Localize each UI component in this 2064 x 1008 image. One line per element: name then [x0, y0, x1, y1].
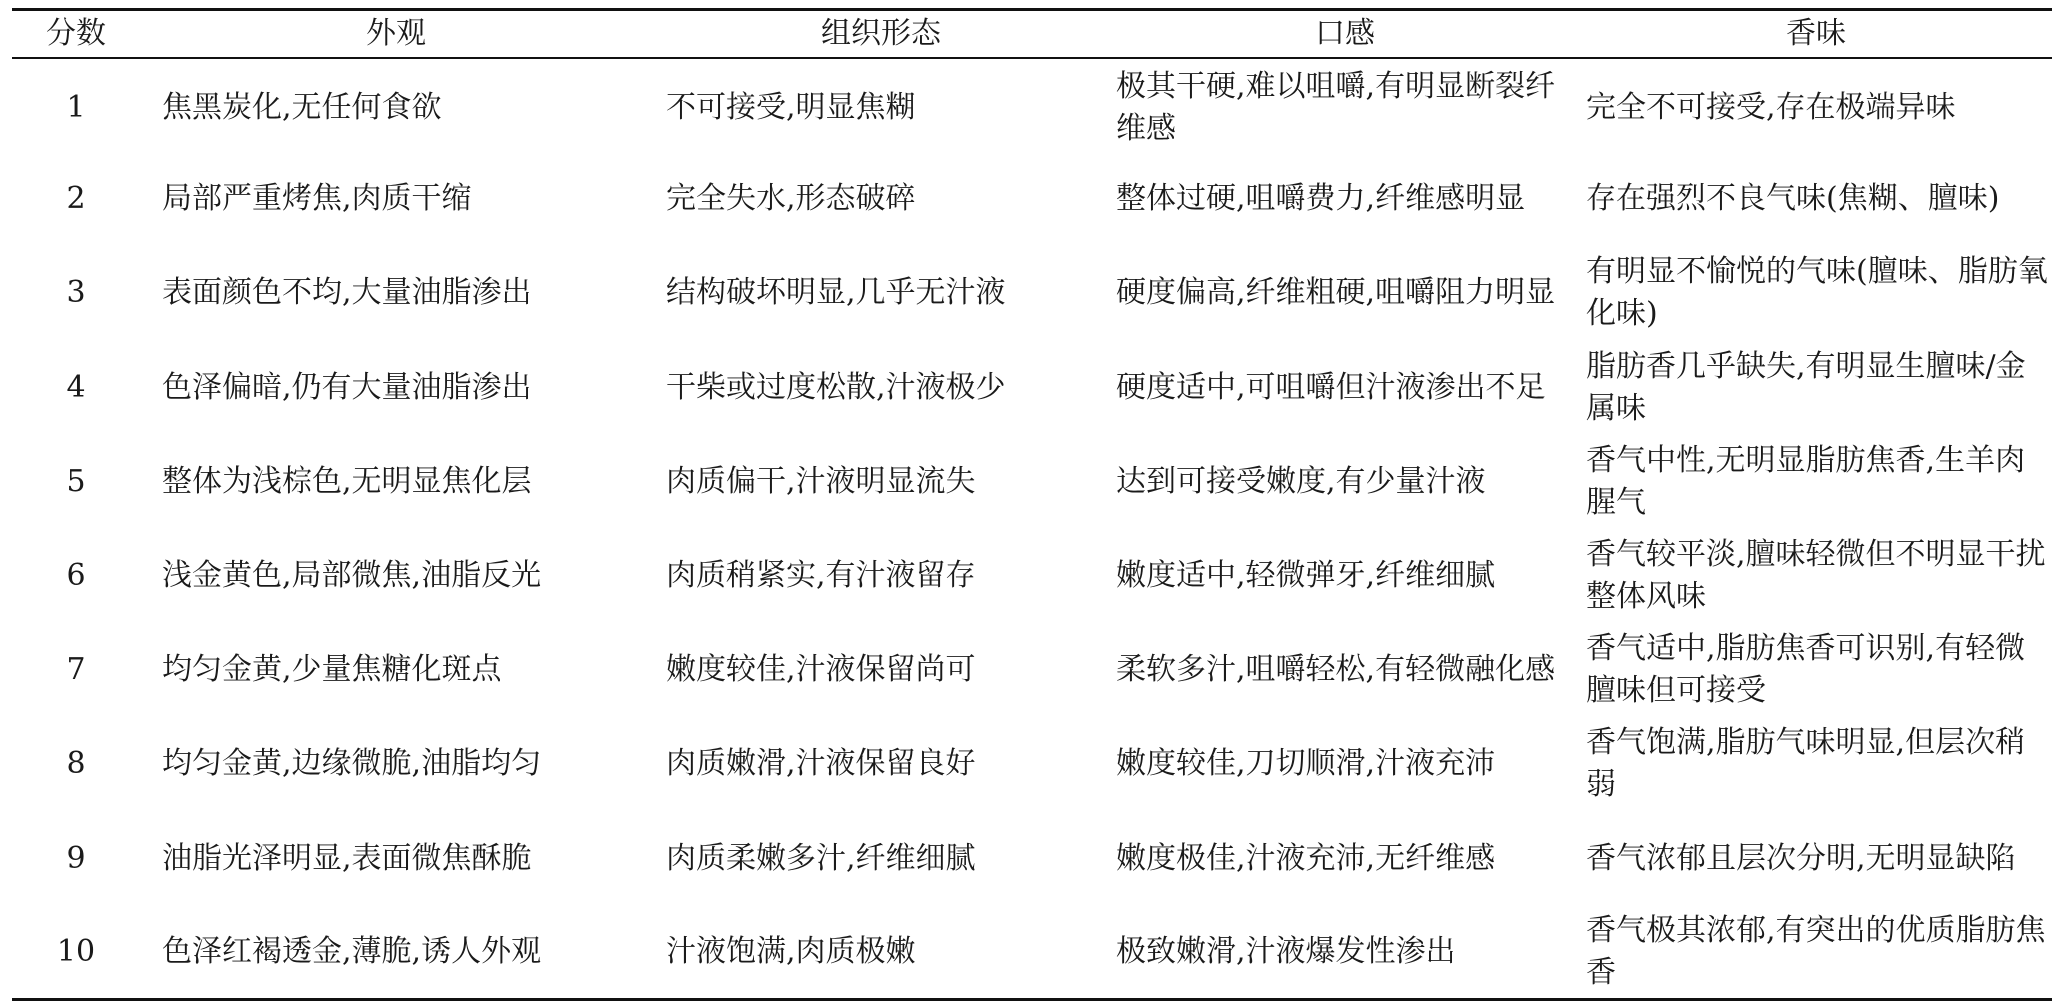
cell-score: 8: [66, 746, 86, 782]
cell-aroma: 有明显不愉悦的气味(膻味、脂肪氧化味): [1586, 254, 2048, 332]
cell-mouthfeel: 极其干硬,难以咀嚼,有明显断裂纤维感: [1116, 68, 1556, 146]
cell-texture: 肉质柔嫩多汁,纤维细腻: [666, 840, 976, 876]
table-row: [12, 529, 2052, 623]
table-row: [12, 906, 2052, 1000]
cell-score: 6: [66, 558, 86, 594]
cell-aroma: 存在强烈不良气味(焦糊、膻味): [1586, 181, 2000, 217]
cell-score: 10: [56, 934, 96, 970]
cell-aroma: 香气饱满,脂肪气味明显,但层次稍弱: [1586, 725, 2026, 803]
table-row: [12, 341, 2052, 435]
header-aroma: 香味: [1786, 16, 1846, 51]
cell-appearance: 浅金黄色,局部微焦,油脂反光: [162, 558, 542, 594]
table-row: [12, 812, 2052, 906]
cell-appearance: 油脂光泽明显,表面微焦酥脆: [162, 840, 532, 876]
table-row: [12, 152, 2052, 246]
cell-texture: 完全失水,形态破碎: [666, 181, 916, 217]
cell-score: 4: [66, 369, 86, 405]
table-body: [12, 58, 2052, 1000]
header-mouthfeel: 口感: [1315, 16, 1375, 51]
cell-mouthfeel: 硬度偏高,纤维粗硬,咀嚼阻力明显: [1116, 275, 1556, 311]
sensory-scoring-table: [12, 8, 2052, 1001]
cell-score: 9: [66, 840, 86, 876]
table-header: [12, 10, 2052, 59]
header-score: 分数: [46, 16, 106, 51]
cell-appearance: 色泽偏暗,仍有大量油脂渗出: [162, 369, 532, 405]
cell-score: 1: [66, 89, 86, 125]
cell-texture: 干柴或过度松散,汁液极少: [666, 369, 1006, 405]
cell-appearance: 色泽红褐透金,薄脆,诱人外观: [162, 934, 542, 970]
cell-aroma: 香气中性,无明显脂肪焦香,生羊肉腥气: [1586, 442, 2026, 520]
table-row: [12, 246, 2052, 340]
cell-texture: 汁液饱满,肉质极嫩: [666, 934, 916, 970]
cell-mouthfeel: 达到可接受嫩度,有少量汁液: [1116, 463, 1486, 499]
cell-appearance: 表面颜色不均,大量油脂渗出: [162, 275, 532, 311]
cell-mouthfeel: 整体过硬,咀嚼费力,纤维感明显: [1116, 181, 1526, 217]
table-row: [12, 623, 2052, 717]
cell-mouthfeel: 嫩度较佳,刀切顺滑,汁液充沛: [1116, 746, 1496, 782]
cell-mouthfeel: 嫩度适中,轻微弹牙,纤维细腻: [1116, 558, 1496, 594]
cell-texture: 结构破坏明显,几乎无汁液: [666, 275, 1006, 311]
cell-appearance: 均匀金黄,边缘微脆,油脂均匀: [162, 746, 542, 782]
cell-aroma: 脂肪香几乎缺失,有明显生膻味/金属味: [1586, 348, 2026, 426]
cell-texture: 肉质嫩滑,汁液保留良好: [666, 746, 976, 782]
header-row: [12, 10, 2052, 59]
cell-aroma: 香气适中,脂肪焦香可识别,有轻微膻味但可接受: [1586, 631, 2026, 709]
cell-aroma: 完全不可接受,存在极端异味: [1586, 89, 1956, 125]
cell-appearance: 焦黑炭化,无任何食欲: [162, 89, 442, 125]
cell-texture: 嫩度较佳,汁液保留尚可: [666, 652, 976, 688]
cell-aroma: 香气较平淡,膻味轻微但不明显干扰整体风味: [1586, 537, 2046, 615]
cell-aroma: 香气极其浓郁,有突出的优质脂肪焦香: [1586, 913, 2046, 991]
cell-texture: 肉质偏干,汁液明显流失: [666, 463, 976, 499]
table-row: [12, 58, 2052, 152]
header-texture: 组织形态: [821, 16, 941, 51]
cell-score: 3: [66, 275, 86, 311]
header-appearance: 外观: [366, 16, 426, 51]
cell-appearance: 整体为浅棕色,无明显焦化层: [162, 463, 532, 499]
cell-mouthfeel: 柔软多汁,咀嚼轻松,有轻微融化感: [1116, 652, 1556, 688]
cell-aroma: 香气浓郁且层次分明,无明显缺陷: [1586, 840, 2016, 876]
table-row: [12, 435, 2052, 529]
cell-mouthfeel: 硬度适中,可咀嚼但汁液渗出不足: [1116, 369, 1546, 405]
cell-score: 7: [66, 652, 86, 688]
cell-mouthfeel: 极致嫩滑,汁液爆发性渗出: [1116, 934, 1456, 970]
cell-score: 2: [66, 181, 86, 217]
cell-score: 5: [66, 463, 86, 499]
cell-texture: 不可接受,明显焦糊: [666, 89, 916, 125]
scoring-table-container: [12, 8, 2052, 1001]
table-row: [12, 717, 2052, 811]
cell-appearance: 局部严重烤焦,肉质干缩: [162, 181, 472, 217]
cell-mouthfeel: 嫩度极佳,汁液充沛,无纤维感: [1116, 840, 1496, 876]
cell-appearance: 均匀金黄,少量焦糖化斑点: [162, 652, 502, 688]
cell-texture: 肉质稍紧实,有汁液留存: [666, 558, 976, 594]
